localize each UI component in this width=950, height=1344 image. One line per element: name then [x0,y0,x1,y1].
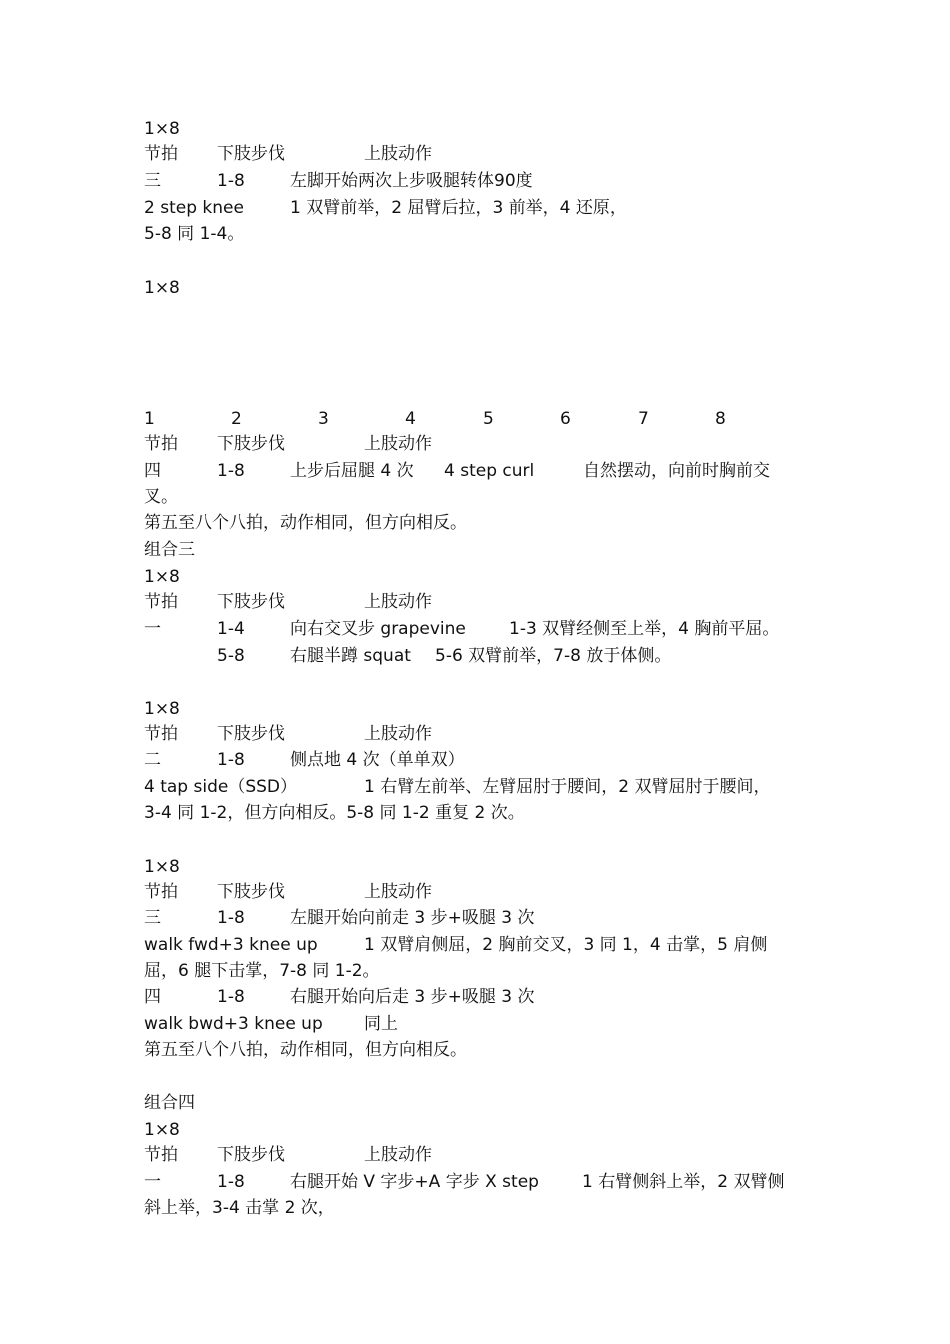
row-english: 4 step curl [444,461,535,481]
header-lower-limb: 下肢步伐 [217,144,285,164]
row-arm: 自然摆动，向前时胸前交 [583,461,770,481]
row-arm: 1 右臂侧斜上举，2 双臂侧 [582,1172,785,1192]
header-beat: 节拍 [144,592,178,612]
header-upper-limb: 上肢动作 [364,1145,432,1165]
row-number: 四 [144,987,161,1007]
note-text: 第五至八个八拍，动作相同，但方向相反。 [144,1040,467,1060]
row-step: 右腿半蹲 squat [290,646,411,666]
row-arm: 1-3 双臂经侧至上举，4 胸前平屈。 [509,619,780,639]
row-step: 左脚开始两次上步吸腿转体90度 [290,171,533,191]
row-step: 向右交叉步 grapevine [290,619,466,639]
count-1: 1 [144,409,155,429]
row-number: 四 [144,461,161,481]
note-text: 第五至八个八拍，动作相同，但方向相反。 [144,513,467,533]
row-number: 一 [144,619,161,639]
count-3: 3 [318,409,329,429]
row-beats: 1-8 [217,171,245,191]
count-6: 6 [560,409,571,429]
times-text: 1×8 [144,119,180,139]
row-beats: 1-8 [217,750,245,770]
header-upper-limb: 上肢动作 [364,144,432,164]
header-beat: 节拍 [144,724,178,744]
row-step: 右腿开始 V 字步+A 字步 X step [290,1172,539,1192]
row-beats: 1-8 [217,987,245,1007]
count-4: 4 [405,409,416,429]
header-lower-limb: 下肢步伐 [217,434,285,454]
row-arm-cont: 叉。 [144,487,178,507]
row-beats: 1-4 [217,619,245,639]
times-text: 1×8 [144,567,180,587]
header-beat: 节拍 [144,144,178,164]
header-lower-limb: 下肢步伐 [217,1145,285,1165]
row-arm: 1 双臂前举，2 屈臂后拉，3 前举，4 还原， [290,198,627,218]
header-beat: 节拍 [144,882,178,902]
row-english: walk bwd+3 knee up [144,1014,323,1034]
group-title-text: 组合三 [144,540,195,560]
row-beats: 1-8 [217,908,245,928]
row-arm: 5-6 双臂前举，7-8 放于体侧。 [435,646,672,666]
header-lower-limb: 下肢步伐 [217,592,285,612]
row-beats: 1-8 [217,1172,245,1192]
header-upper-limb: 上肢动作 [364,434,432,454]
count-8: 8 [715,409,726,429]
row-arm: 1 双臂肩侧屈，2 胸前交叉，3 同 1，4 击掌，5 肩侧 [364,935,768,955]
count-2: 2 [231,409,242,429]
header-beat: 节拍 [144,434,178,454]
row-step: 左腿开始向前走 3 步+吸腿 3 次 [290,908,535,928]
times-text: 1×8 [144,278,180,298]
row-arm: 同上 [364,1014,398,1034]
header-lower-limb: 下肢步伐 [217,724,285,744]
times-text: 1×8 [144,857,180,877]
row-english: 2 step knee [144,198,244,218]
times-text: 1×8 [144,699,180,719]
row-step: 侧点地 4 次（单单双） [290,750,465,770]
row-number: 三 [144,171,161,191]
row-number: 二 [144,750,161,770]
header-lower-limb: 下肢步伐 [217,882,285,902]
row-step: 右腿开始向后走 3 步+吸腿 3 次 [290,987,535,1007]
header-upper-limb: 上肢动作 [364,724,432,744]
row-english: 4 tap side（SSD） [144,777,297,797]
row-number: 三 [144,908,161,928]
times-text: 1×8 [144,1120,180,1140]
row-arm-cont: 5-8 同 1-4。 [144,224,245,244]
row-arm: 1 右臂左前举、左臂屈肘于腰间，2 双臂屈肘于腰间， [364,777,771,797]
count-5: 5 [483,409,494,429]
row-arm-cont: 斜上举，3-4 击掌 2 次， [144,1198,335,1218]
header-upper-limb: 上肢动作 [364,592,432,612]
row-arm-cont: 3-4 同 1-2，但方向相反。5-8 同 1-2 重复 2 次。 [144,803,525,823]
row-beats: 1-8 [217,461,245,481]
group-title-text: 组合四 [144,1093,195,1113]
row-arm-cont: 屈，6 腿下击掌，7-8 同 1-2。 [144,961,380,981]
row-number: 一 [144,1172,161,1192]
row-beats: 5-8 [217,646,245,666]
row-english: walk fwd+3 knee up [144,935,318,955]
header-upper-limb: 上肢动作 [364,882,432,902]
header-beat: 节拍 [144,1145,178,1165]
count-7: 7 [638,409,649,429]
row-step: 上步后屈腿 4 次 [290,461,414,481]
